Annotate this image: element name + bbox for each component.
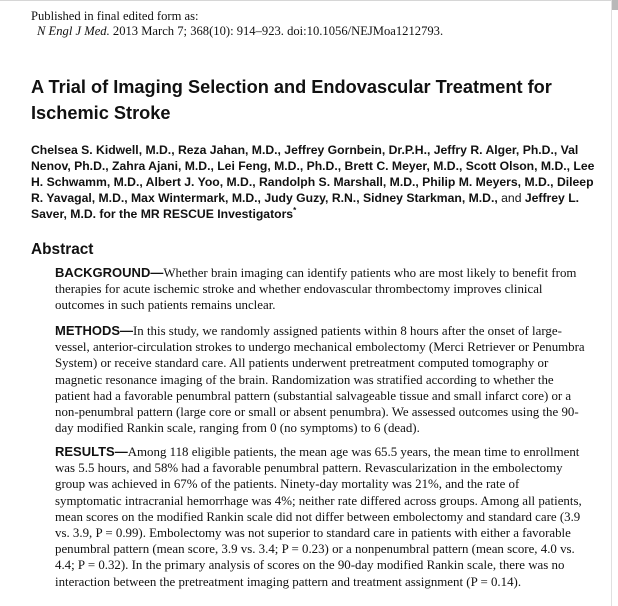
section-text: In this study, we randomly assigned patients within 8 hours after the onset of large-vessel, anterior-circulation strokes to undergo mechanical embolectomy (Merci Retriever or Penumbra System) or receive standard care. All patients underwent pretreatment computed tomography or magnetic resonance imaging of the brain. Randomization was stratified according to whether the patient had a favorable penumbral pattern (substantial salvageable tissue and small infarct core) or a non-penumbral pattern (large core or small or absent penumbra). We assessed outcomes using the 90-day modified Rankin scale, ranging from 0 (no symptoms) to 6 (dead). — [55, 324, 585, 436]
footnote-mark[interactable]: * — [293, 206, 297, 215]
citation-details: 2013 March 7; 368(10): 914–923. doi:10.1056/NEJMoa1212793. — [109, 24, 444, 38]
author-list — [31, 142, 606, 222]
section-label: RESULTS— — [55, 444, 128, 459]
abstract-background — [55, 265, 585, 314]
abstract-results — [55, 444, 585, 590]
section-label: BACKGROUND— — [55, 265, 164, 280]
article-title — [31, 74, 591, 126]
abstract-heading: Abstract — [31, 241, 94, 258]
vertical-scrollbar[interactable] — [611, 0, 618, 606]
section-text: Whether brain imaging can identify patients who are most likely to benefit from therapies for acute ischemic stroke and whether endovascular thrombectomy improves clinical outcomes in such patients remains unclear. — [55, 266, 577, 313]
author-last: Jeffrey L. Saver, M.D. for the MR RESCUE Investigators — [31, 191, 580, 221]
title-line-1: A Trial of Imaging Selection and Endovascular Treatment for — [31, 77, 552, 97]
citation-line — [31, 24, 591, 39]
publication-header — [31, 9, 591, 39]
author-connector: and — [497, 191, 525, 205]
section-text: Among 118 eligible patients, the mean age was 65.5 years, the mean time to enrollment was 5.5 hours, and 58% had a favorable penumbral pattern. Revascularization in the embolectomy group was achieved in 67% of the patients. Ninety-day mortality was 21%, and the rate of symptomatic intracranial hemorrhage was 4%; neither rate differed across groups. Among all patients, mean scores on the modified Rankin scale did not differ between embolectomy and standard care (3.9 vs. 3.9, P = 0.99). Embolectomy was not superior to standard care in patients with either a favorable penumbral pattern (mean score, 3.9 vs. 3.4; P = 0.23) or a nonpenumbral pattern (mean score, 4.0 vs. 4.4; P = 0.32). In the primary analysis of scores on the 90-day modified Rankin scale, there was no interaction between the pretreatment imaging pattern and treatment assignment (P = 0.14). — [55, 445, 582, 589]
top-border — [0, 0, 618, 1]
section-label: METHODS— — [55, 323, 133, 338]
scrollbar-thumb[interactable] — [612, 0, 618, 10]
journal-name: N Engl J Med. — [37, 24, 110, 38]
abstract-methods — [55, 323, 585, 436]
title-line-2: Ischemic Stroke — [31, 103, 171, 123]
author-names: Chelsea S. Kidwell, M.D., Reza Jahan, M.D., Jeffrey Gornbein, Dr.P.H., Jeffry R. Alger, Ph.D., Val Nenov, Ph.D., Zahra Ajani, M.D., Lei Feng, M.D., Ph.D., Brett C. Meyer, M.D., Scott Olson, M.D., Lee H. Schwamm, M.D., Albert J. Yoo, M.D., Randolph S. Marshall, M.D., Philip M. Meyers, M.D., Dileep R. Yavagal, M.D., Max Wintermark, M.D., Judy Guzy, R.N., Sidney Starkman, M.D., — [31, 143, 595, 205]
published-line: Published in final edited form as: — [31, 9, 199, 23]
